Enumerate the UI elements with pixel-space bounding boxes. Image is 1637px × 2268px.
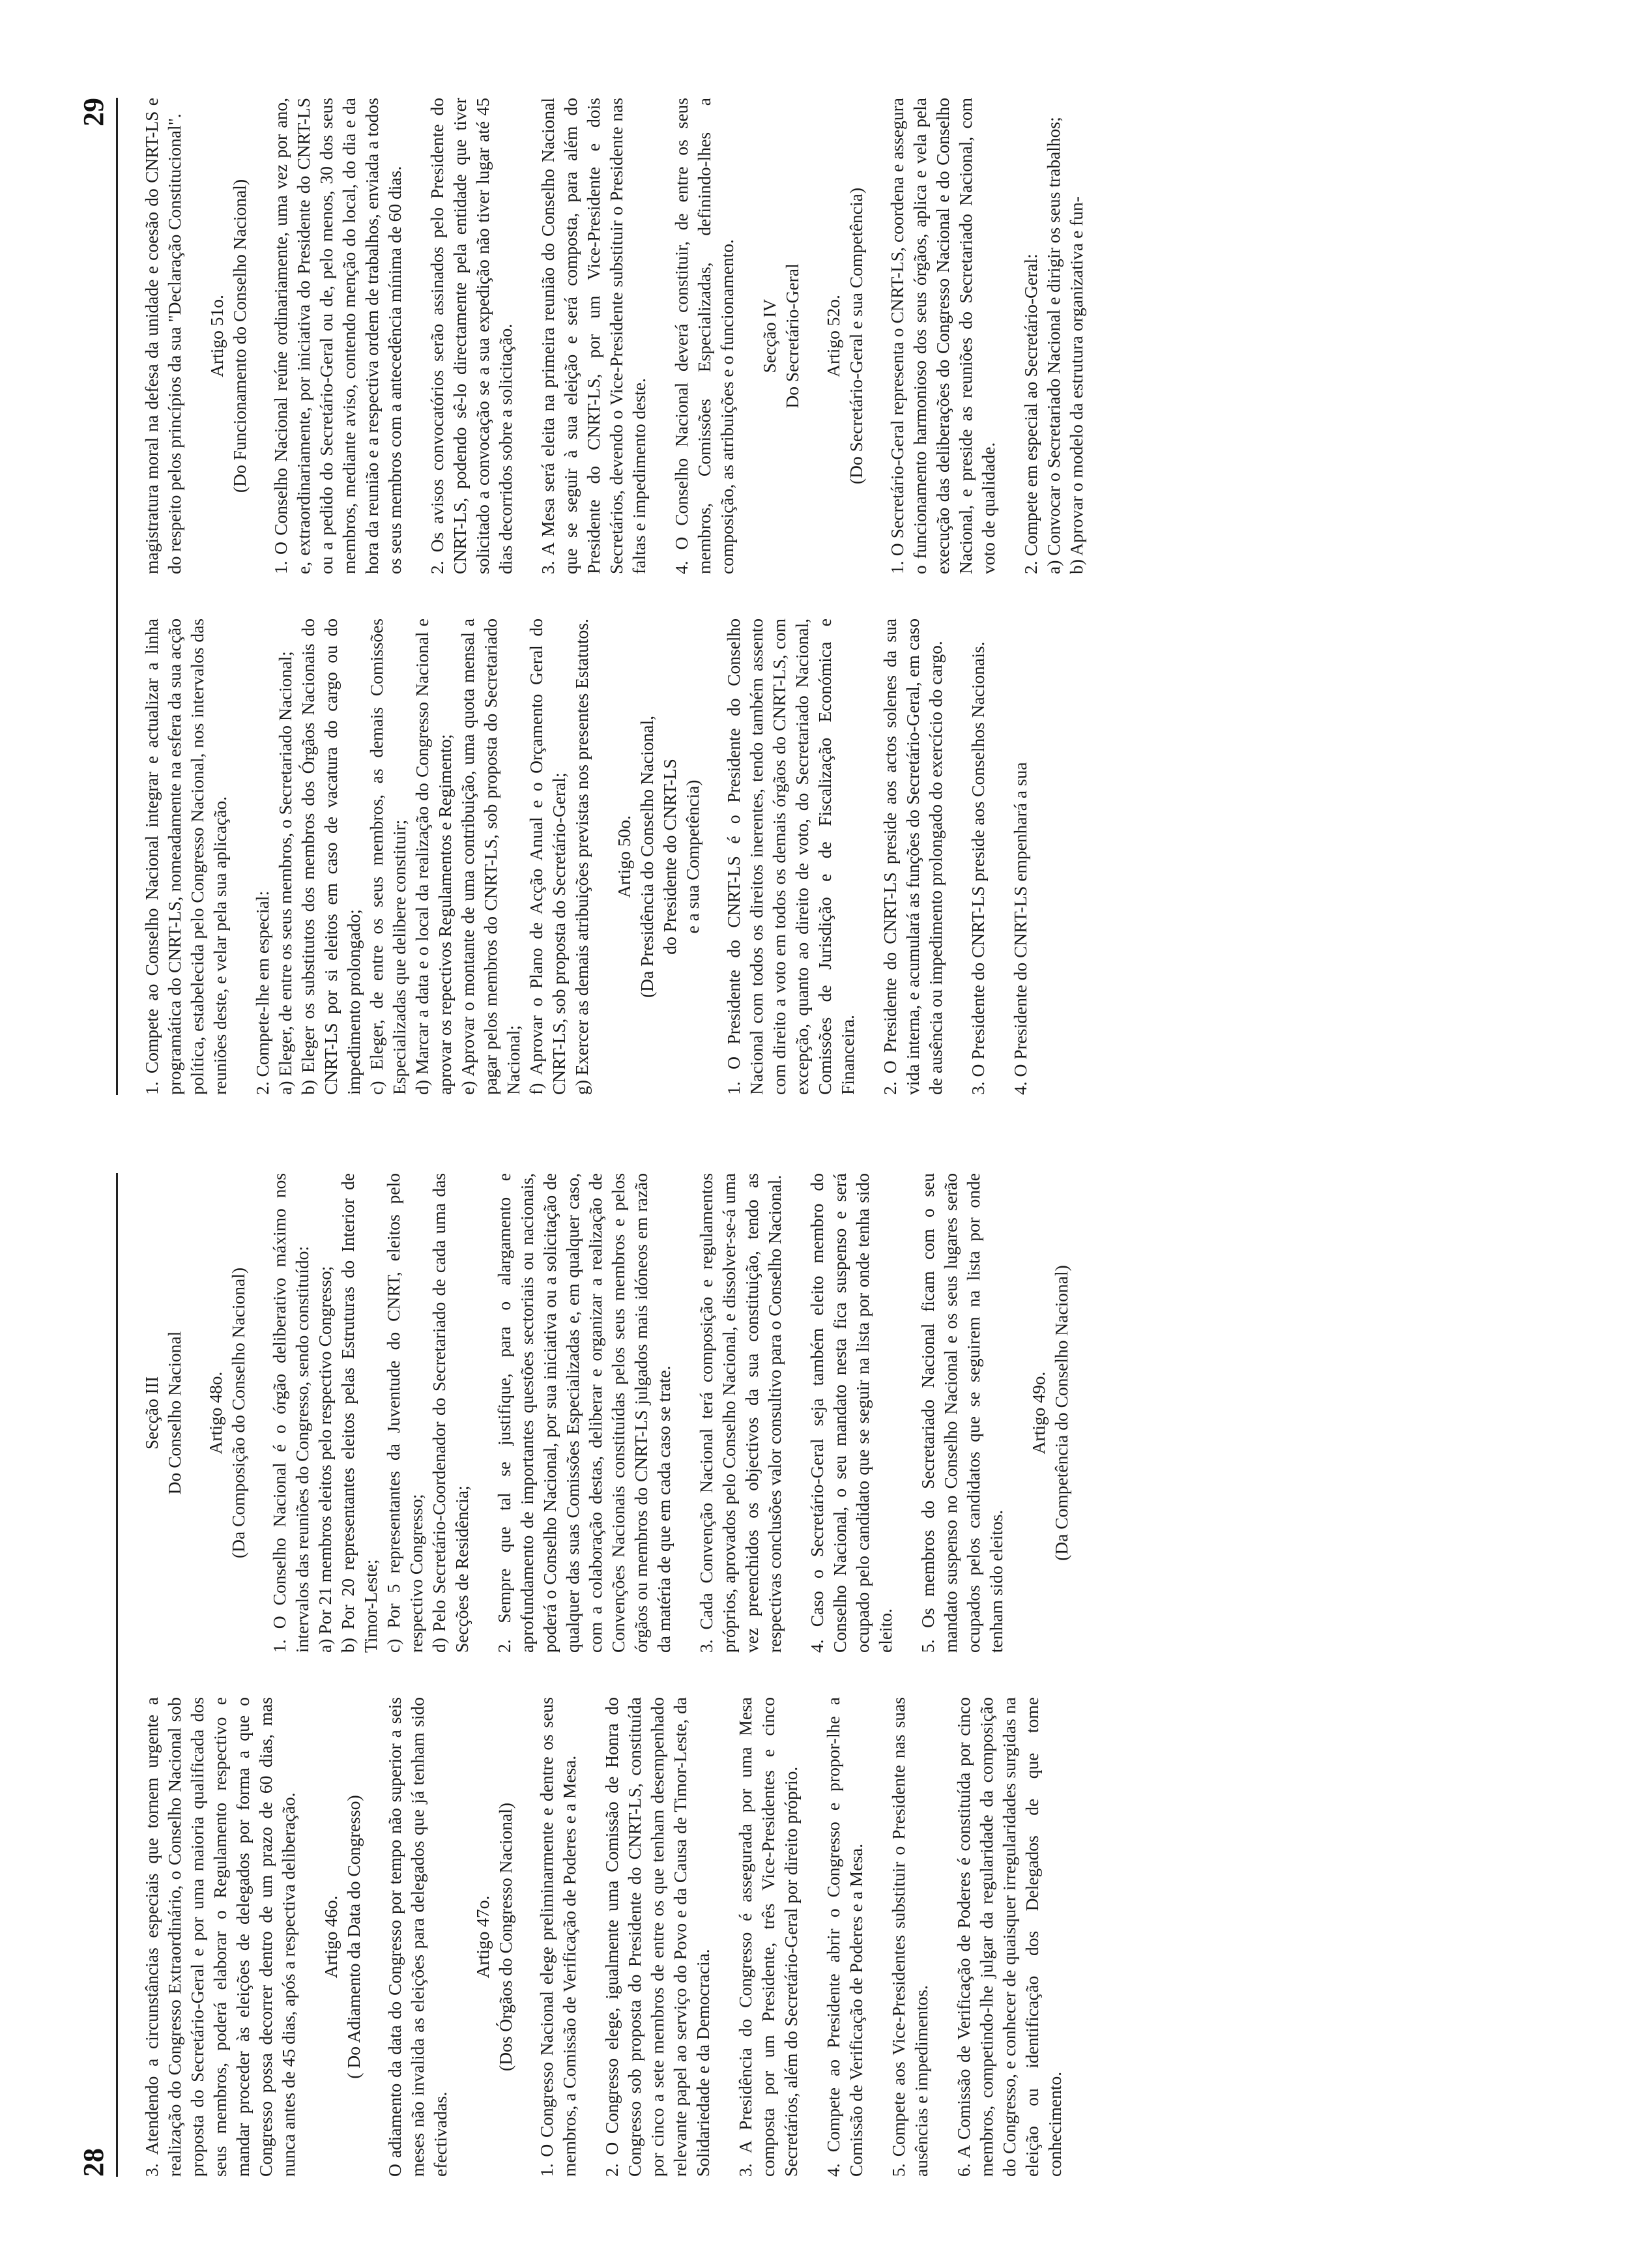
paragraph: 4. Caso o Secretário-Geral seja também eleito membro do Conselho Nacional, o seu mandato nesta fica suspenso e será ocupado pelo candidato que se seguir na lista por onde tenha sido eleito. — [807, 1173, 895, 1653]
article-heading: Artigo 47o. — [472, 1895, 493, 1979]
paragraph: 2. Compete-lhe em especial: — [252, 890, 272, 1095]
list-item: c) Eleger, de entre os seus membros, as demais Comissões Especializadas que delibere constituir; — [366, 618, 409, 1095]
page-number: 28 — [78, 2148, 109, 2177]
paragraph: 2. Sempre que tal se justifique, para o alargamento e aprofundamento de importantes questões sectoriais ou nacionais, poderá o Conselho Nacional, por sua iniciativa ou a solicitação de qualquer das suas Comissões Especializadas e, em qualquer caso, com a colaboração destas, deliberar e organizar a realização de Convenções Nacionais constituídas pelos seus membros e pelos órgãos ou membros do CNRT-LS julgados mais idóneos em razão da matéria de que em cada caso se trate. — [494, 1173, 674, 1653]
paragraph: 2. O Congresso elege, igualmente uma Comissão de Honra do Congresso sob proposta do Presidente do CNRT-LS, constituída por cinco a sete membros de entre os que tenham desempenhado relevante papel ao serviço do Povo e da Causa de Timor-Leste, da Solidariedade e da Democracia. — [601, 1697, 713, 2177]
section-subtitle: Do Conselho Nacional — [164, 1331, 184, 1495]
paragraph: 1. O Congresso Nacional elege preliminarmente e dentre os seus membros, a Comissão de Verificação de Poderes e a Mesa. — [536, 1697, 579, 2177]
column-2 — [140, 98, 1611, 574]
header-rule — [116, 1173, 118, 2177]
paragraph: 6. A Comissão de Verificação de Poderes é constituída por cinco membros, competindo-lhe julgar da regularidade da composição do Congresso, e conhecer de quaisquer irregularidades surgidas na eleição ou identificação dos Delegados de que tome conhecimento. — [953, 1697, 1065, 2177]
column-1 — [140, 618, 1611, 1095]
article-heading: Artigo 52o. — [823, 295, 843, 377]
page-number: 29 — [78, 98, 109, 126]
paragraph: 3. A Presidência do Congresso é assegurada por uma Mesa composta por um Presidente, três Vice-Presidentes e cinco Secretários, além do Secretário-Geral por direito próprio. — [735, 1697, 801, 2177]
paragraph: 3. Atendendo a circunstâncias especiais que tornem urgente a realização do Congresso Extraordinário, o Conselho Nacional sob proposta do Secretário-Geral e por uma maioria qualificada dos seus membros, poderá elaborar o Regulamento respectivo e mandar proceder às eleições de delegados por forma a que o Congresso possa decorrer dentro de um prazo de 60 dias, mas nunca antes de 45 dias, após a respectiva deliberação. — [141, 1697, 298, 2177]
paragraph: 1. Compete ao Conselho Nacional integrar e actualizar a linha programática do CNRT-LS, nomeadamente na esfera da sua acção política, estabelecida pelo Congresso Nacional, nos intervalos das reuniões deste, e velar pela sua aplicação. — [141, 618, 230, 1095]
page-28 — [0, 1134, 1637, 2268]
article-subtitle: (Dos Órgãos do Congresso Nacional) — [495, 1803, 515, 2071]
paragraph: 3. O Presidente do CNRT-LS preside aos Conselhos Nacionais. — [968, 641, 988, 1095]
article-heading: Artigo 51o. — [207, 295, 227, 377]
list-item: d) Pelo Secretário-Coordenador do Secretariado de cada uma das Secções de Residência; — [429, 1173, 472, 1653]
paragraph: 3. Cada Convenção Nacional terá composição e regulamentos próprios, aprovados pelo Conselho Nacional, e dissolver-se-á uma vez preenchidos os objectivos da sua constituição, tendo as respectivas conclusões valor consultivo para o Conselho Nacional. — [696, 1173, 785, 1653]
paragraph: magistratura moral na defesa da unidade e coesão do CNRT-LS e do respeito pelos princípios da sua "Declaração Constitucional". — [141, 98, 184, 574]
article-heading: Artigo 46o. — [321, 1895, 341, 1979]
article-subtitle: (Da Presidência do Conselho Nacional, — [637, 716, 657, 998]
paragraph: 4. O Presidente do CNRT-LS empenhará a sua — [1010, 762, 1030, 1095]
section-subtitle: Do Secretário-Geral — [782, 263, 802, 409]
article-subtitle: e a sua Competência) — [682, 779, 703, 934]
list-item: a) Por 21 membros eleitos pelo respectivo Congresso; — [315, 1266, 335, 1653]
page-columns — [140, 1173, 1611, 2177]
paragraph: O adiamento da data do Congresso por tempo não superior a seis meses não invalida as eleições para delegados que já tenham sido efectivadas. — [384, 1697, 450, 2177]
article-subtitle: ( Do Adiamento da Data do Congresso) — [343, 1795, 364, 2079]
list-item: e) Aprovar o montante de uma contribuição, uma quota mensal a pagar pelos membros do CNRT-LS, sob proposta do Secretariado Nacional; — [457, 618, 523, 1095]
paragraph: 5. Os membros do Secretariado Nacional ficam com o seu mandato suspenso no Conselho Nacional e os seus lugares serão ocupados pelos candidatos que se seguirem na lista por onde tenham sido eleitos. — [918, 1173, 1006, 1653]
paragraph: 5. Compete aos Vice-Presidentes substituir o Presidente nas suas ausências e impedimentos. — [888, 1697, 931, 2177]
list-item: f) Aprovar o Plano de Acção Anual e o Orçamento Geral do CNRT-LS, sob proposta do Secretário-Geral; — [526, 618, 569, 1095]
list-item: a) Convocar o Secretariado Nacional e dirigir os seus trabalhos; — [1043, 117, 1064, 574]
list-item: b) Aprovar o modelo da estrutura organizativa e fun- — [1066, 196, 1086, 574]
list-item: b) Por 20 representantes eleitos pelas Estruturas do Interior de Timor-Leste; — [338, 1173, 381, 1653]
article-subtitle: (Do Secretário-Geral e sua Competência) — [846, 187, 866, 485]
list-item: g) Exercer as demais atribuições previstas nos presentes Estatutos. — [572, 618, 592, 1095]
article-subtitle: (Do Funcionamento do Conselho Nacional) — [229, 179, 250, 493]
paragraph: 4. O Conselho Nacional deverá constituir, de entre os seus membros, Comissões Especializadas, definindo-lhes a composição, as atribuições e o funcionamento. — [671, 98, 737, 574]
article-subtitle: do Presidente do CNRT-LS — [659, 759, 680, 955]
paragraph: 1. O Secretário-Geral representa o CNRT-LS, coordena e assegura o funcionamento harmonioso dos seus órgãos, aplica e vela pela execução das deliberações do Congresso Nacional e do Conselho Nacional, e preside as reuniões do Secretariado Nacional, com voto de qualidade. — [887, 98, 998, 574]
article-subtitle: (Da Competência do Conselho Nacional) — [1051, 1265, 1071, 1561]
paragraph: 1. O Presidente do CNRT-LS é o Presidente do Conselho Nacional com todos os direitos inerentes, tendo também assento com direito a voto em todos os demais órgãos do CNRT-LS, com excepção, quanto ao direito de voto, do Secretariado Nacional, Comissões de Jurisdição e de Fiscalização Económica e Financeira. — [723, 618, 858, 1095]
header-rule — [116, 98, 118, 1095]
page-columns — [140, 98, 1611, 1095]
list-item: a) Eleger, de entre os seus membros, o Secretariado Nacional; — [275, 651, 295, 1095]
paragraph: 1. O Conselho Nacional reúne ordinariamente, uma vez por ano, e, extraordinariamente, por iniciativa do Presidente do CNRT-LS ou a pedido do Secretário-Geral ou de, pelo menos, 30 dos seus membros, mediante aviso, contendo menção do local, do dia e da hora da reunião e a respectiva ordem de trabalhos, enviada a todos os seus membros com a antecedência mínima de 60 dias. — [270, 98, 405, 574]
list-item: b) Eleger os substitutos dos membros dos Órgãos Nacionais do CNRT-LS por si eleitos em caso de vacatura do cargo ou do impedimento prolongado; — [298, 618, 364, 1095]
paragraph: 2. Compete em especial ao Secretário-Geral: — [1021, 254, 1041, 574]
article-heading: Artigo 48o. — [205, 1371, 225, 1455]
paragraph: 2. O Presidente do CNRT-LS preside aos actos solenes da sua vida interna, e acumulará as funções do Secretário-Geral, em caso de ausência ou impedimento prolongado do exercício do cargo. — [880, 618, 946, 1095]
article-heading: Artigo 50o. — [614, 815, 634, 898]
column-2 — [140, 1173, 1611, 1653]
paragraph: 4. Compete ao Presidente abrir o Congresso e propor-lhe a Comissão de Verificação de Poderes e a Mesa. — [823, 1697, 866, 2177]
section-title: Secção III — [141, 1376, 162, 1450]
article-heading: Artigo 49o. — [1028, 1371, 1049, 1455]
paragraph: 3. A Mesa será eleita na primeira reunião do Conselho Nacional que se seguir à sua eleição e será composta, para além do Presidente do CNRT-LS, por um Vice-Presidente e dois Secretários, devendo o Vice-Presidente substituir o Presidente nas faltas e impedimento deste. — [538, 98, 649, 574]
list-item: d) Marcar a data e o local da realização do Congresso Nacional e aprovar os repectivos Regulamentos e Regimento; — [412, 618, 455, 1095]
paragraph: 2. Os avisos convocatórios serão assinados pelo Presidente do CNRT-LS, podendo sê-lo directamente pela entidade que tiver solicitado a convocação se a sua expedição não tiver lugar até 45 dias decorridos sobre a solicitação. — [427, 98, 515, 574]
article-subtitle: (Da Composição do Conselho Nacional) — [228, 1268, 248, 1559]
column-1 — [140, 1697, 1611, 2177]
paragraph: 1. O Conselho Nacional é o órgão deliberativo máximo nos intervalos das reuniões do Congresso, sendo constituído: — [269, 1173, 312, 1653]
section-title: Secção IV — [759, 298, 779, 373]
list-item: c) Por 5 representantes da Juventude do CNRT, eleitos pelo respectivo Congresso; — [383, 1173, 426, 1653]
